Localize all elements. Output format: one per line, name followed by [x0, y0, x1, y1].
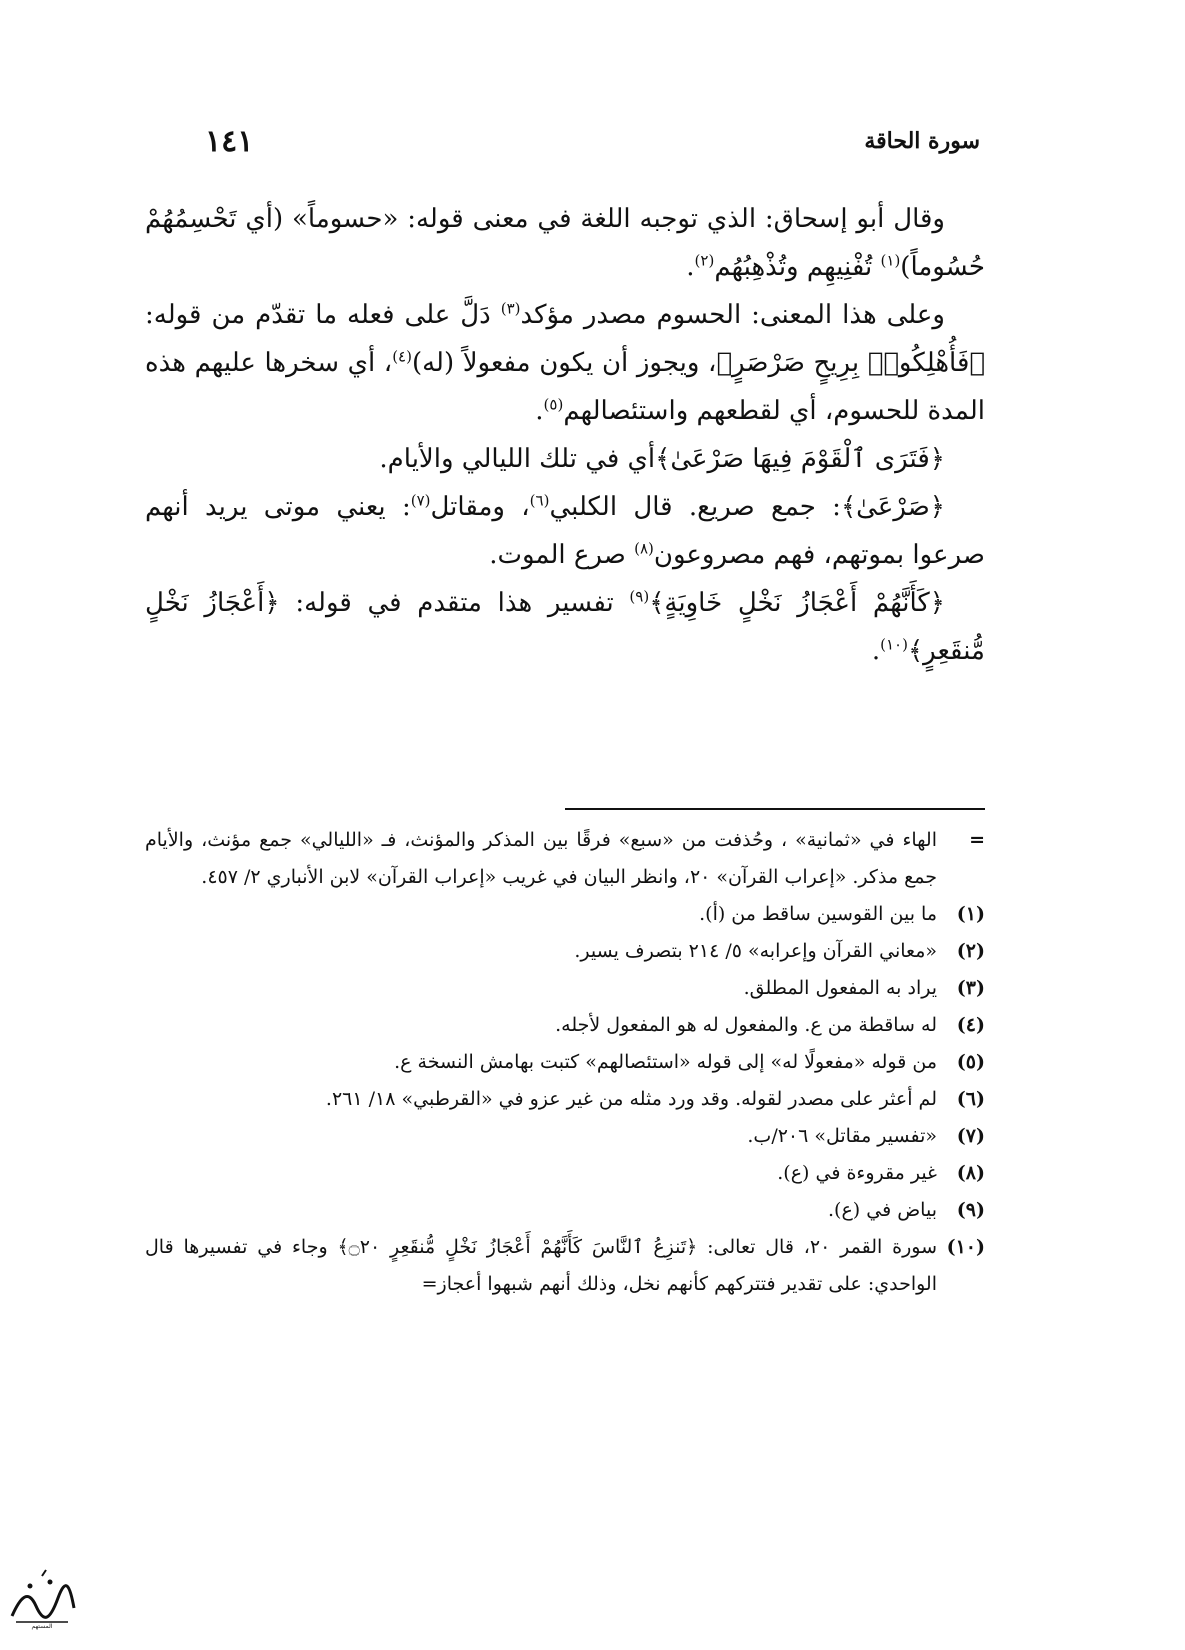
quran-quote: ﴿صَرْعَىٰ﴾ [840, 492, 946, 522]
text-run: ، ويجوز أن يكون مفعولاً (له) [411, 348, 717, 378]
logo-text: المستهم [31, 1623, 53, 1630]
quran-quote: ﴿فَتَرَى ٱلْقَوْمَ فِيهَا صَرْعَىٰ﴾ [655, 444, 945, 474]
footnote-item [145, 1044, 985, 1081]
footnote-text: الهاء في «ثمانية» ، وحُذفت من «سبع» فرقًا بين المذكر والمؤنث، فـ «الليالي» جمع مؤنث، والأيام جمع مذكر. «إعراب القرآن» ٢٠، وانظر البيان في غريب «إعراب القرآن» لابن الأنباري ٢/ ٤٥٧. [145, 829, 937, 888]
paragraph-2 [145, 291, 985, 435]
quran-quote: ﴿كَأَنَّهُمْ أَعْجَازُ نَخْلٍ خَاوِيَةٍ﴾ [649, 588, 945, 618]
text-run: تفسير هذا متقدم في قوله: [279, 588, 630, 618]
footnote-text: بياض في (ع). [828, 1199, 937, 1221]
text-run: ، أي سخرها عليهم هذه المدة للحسوم، أي لقطعهم واستئصالهم [145, 348, 985, 426]
footnote-ref: (٢) [694, 251, 715, 270]
page-number: ١٤١ [205, 124, 254, 159]
footnote-text: سورة القمر ٢٠، قال تعالى: ﴿تَنزِعُ ٱلنَّاسَ كَأَنَّهُمْ أَعْجَازُ نَخْلٍ مُّنقَعِرٍ ۝٢٠﴾ وجاء في تفسيرها قال الواحدي: على تقدير فتتركهم كأنهم نخل، وذلك أنهم شبهوا أعجاز= [145, 1236, 938, 1295]
footnote-item [145, 1192, 985, 1229]
footnote-text: من قوله «مفعولًا له» إلى قوله «استئصالهم» كتبت بهامش النسخة ع. [394, 1051, 937, 1073]
footnote-text: يراد به المفعول المطلق. [743, 977, 937, 999]
footnote-ref: (٩) [629, 587, 650, 606]
footnote-item [145, 970, 985, 1007]
footnote-number: (٦) [956, 1088, 985, 1110]
footnote-continuation [145, 822, 985, 896]
footnote-number: (١٠) [946, 1236, 985, 1258]
text-run: وعلى هذا المعنى: الحسوم مصدر مؤكد [520, 300, 945, 330]
footnote-number: (١) [956, 903, 985, 925]
footnote-ref: (٦) [529, 491, 550, 510]
paragraph-1 [145, 195, 985, 291]
footnotes [145, 822, 985, 1303]
footnote-item [145, 1007, 985, 1044]
surah-title: سورة الحاقة [864, 128, 980, 154]
footnote-item [145, 1229, 985, 1303]
footnote-item [145, 896, 985, 933]
text-run: صرع الموت. [489, 540, 635, 570]
footnote-number: (٨) [956, 1162, 985, 1184]
quran-quote: ﴿فَأُهْلِكُوا۟ بِرِيحٍ صَرْصَرٍ﴾ [716, 348, 985, 378]
footnote-ref: (١) [880, 251, 901, 270]
text-run: : يعني موتى يريد أنهم صرعوا بموتهم، فهم مصروعون [145, 492, 985, 570]
paragraph-5 [145, 579, 985, 675]
footnote-number: (٤) [956, 1014, 985, 1036]
text-run: ، ومقاتل [430, 492, 530, 522]
text-run: دَلَّ على فعله ما تقدّم من قوله: [145, 300, 501, 330]
main-text [145, 195, 985, 675]
text-run: وقال أبو إسحاق: الذي توجبه اللغة في معنى قوله: «حسوماً» (أي تَحْسِمُهُمْ حُسُوماً) [145, 204, 985, 282]
footnote-ref: (٧) [410, 491, 431, 510]
publisher-logo-icon [6, 1568, 78, 1630]
text-run: . [686, 252, 695, 282]
footnote-ref: (٥) [543, 395, 564, 414]
footnote-number: (٥) [956, 1051, 985, 1073]
footnote-ref: (٣) [500, 299, 521, 318]
text-run: : جمع صريع. قال الكلبي [549, 492, 841, 522]
footnote-number: (٢) [956, 940, 985, 962]
footnote-ref: (١٠) [880, 635, 908, 654]
text-run: تُفْنِيهِم وتُذْهِبُهُم [714, 252, 881, 282]
continuation-mark: = [969, 829, 985, 851]
text-run: . [871, 636, 881, 666]
page-header [150, 124, 980, 168]
footnote-ref: (٤) [392, 347, 412, 366]
footnote-item [145, 1118, 985, 1155]
quran-quote: ﴿أَعْجَازُ نَخْلٍ مُّنقَعِرٍ﴾ [145, 588, 985, 666]
footnote-item [145, 933, 985, 970]
footnote-number: (٣) [956, 977, 985, 999]
footnote-text: لم أعثر على مصدر لقوله. وقد ورد مثله من غير عزو في «القرطبي» ١٨/ ٢٦١. [325, 1088, 937, 1110]
footnote-text: غير مقروءة في (ع). [777, 1162, 937, 1184]
footnote-text: «تفسير مقاتل» ٢٠٦/ب. [747, 1125, 937, 1147]
footnote-divider [565, 808, 985, 810]
text-run: . [535, 396, 544, 426]
paragraph-4 [145, 483, 985, 579]
footnote-number: (٧) [956, 1125, 985, 1147]
footnote-text: له ساقطة من ع. والمفعول له هو المفعول لأجله. [555, 1014, 937, 1036]
paragraph-3 [145, 435, 985, 483]
text-run: أي في تلك الليالي والأيام. [379, 444, 656, 474]
footnote-item [145, 1155, 985, 1192]
footnote-item [145, 1081, 985, 1118]
footnote-text: «معاني القرآن وإعرابه» ٥/ ٢١٤ بتصرف يسير. [574, 940, 937, 962]
footnote-ref: (٨) [634, 539, 654, 558]
footnote-text: ما بين القوسين ساقط من (أ). [699, 903, 937, 925]
footnote-number: (٩) [956, 1199, 985, 1221]
